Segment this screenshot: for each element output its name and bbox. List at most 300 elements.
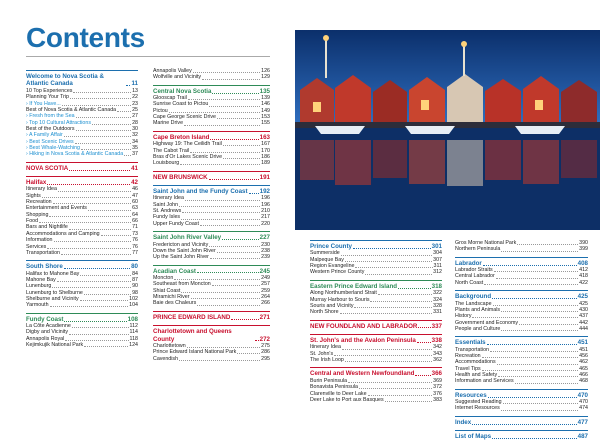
- toc-column-3: [310, 240, 442, 407]
- toc-section: [153, 171, 270, 181]
- section-heading[interactable]: [153, 85, 270, 95]
- section-heading[interactable]: [455, 416, 588, 426]
- entry-page-number: 210: [261, 208, 270, 215]
- entry-page-number: 63: [132, 205, 138, 212]
- entry-page-number: 418: [579, 273, 588, 280]
- entry-page-number: 153: [261, 114, 270, 121]
- toc-entry[interactable]: [455, 326, 588, 332]
- entry-title: Cape George Scenic Drive: [153, 114, 217, 121]
- entry-page-number: 390: [579, 240, 588, 246]
- entry-title: Bars and Nightlife: [26, 224, 68, 231]
- dot-leader: [209, 106, 260, 107]
- toc-column-2: [153, 68, 270, 366]
- dot-leader: [345, 361, 432, 362]
- entry-title: Fundy Isles: [153, 214, 181, 221]
- section-title: Central and Western Newfoundland: [310, 370, 415, 378]
- dot-leader: [341, 255, 432, 256]
- entry-title: Health and Safety: [455, 372, 498, 379]
- entry-page-number: 60: [132, 199, 138, 206]
- entry-title: Cavendish: [153, 355, 179, 362]
- water-reflection: [300, 140, 597, 186]
- dot-leader: [418, 327, 430, 328]
- entry-page-number: 462: [579, 359, 588, 366]
- toc-entry[interactable]: [455, 378, 588, 384]
- entry-title: History: [455, 313, 472, 320]
- toc-section: [455, 240, 588, 253]
- toc-column-4: [455, 240, 588, 445]
- toc-entry[interactable]: [153, 160, 270, 166]
- entry-title: Digby and Vicinity: [26, 329, 69, 336]
- entry-title: Down the Saint John River: [153, 247, 216, 254]
- entry-page-number: 46: [132, 186, 138, 193]
- entry-title: Burin Peninsula: [310, 377, 348, 384]
- entry-title: St. Andrews: [153, 208, 182, 215]
- dot-leader: [417, 342, 431, 343]
- section-heading[interactable]: [26, 176, 138, 186]
- dot-leader: [76, 130, 132, 131]
- dot-leader: [124, 155, 131, 156]
- dot-leader: [249, 193, 259, 194]
- dot-leader: [101, 235, 131, 236]
- entry-page-number: 425: [579, 300, 588, 307]
- entry-title: Best of Nova Scotia & Atlantic Canada: [26, 106, 117, 113]
- dot-leader: [209, 179, 259, 180]
- section-title: Prince County: [310, 243, 352, 250]
- entry-page-number: 466: [579, 372, 588, 379]
- section-page-number: 272: [259, 335, 270, 343]
- dot-leader: [88, 210, 131, 211]
- toc-section: [153, 131, 270, 167]
- harbour-scene-illustration: [295, 30, 600, 230]
- entry-page-number: 220: [261, 220, 270, 227]
- toc-entry[interactable]: [153, 120, 270, 126]
- entry-page-number: 474: [579, 405, 588, 412]
- dot-leader: [92, 124, 131, 125]
- dot-leader: [472, 424, 577, 425]
- dot-leader: [217, 118, 260, 119]
- toc-section: [310, 280, 442, 316]
- section-heading[interactable]: [455, 257, 588, 267]
- entry-page-number: 257: [261, 281, 270, 288]
- section-title: NOVA SCOTIA: [26, 164, 69, 172]
- entry-title: Sights: [26, 192, 41, 199]
- entry-title: › Fresh from the Sea: [26, 113, 75, 119]
- entry-title: Travel Tips: [455, 365, 481, 372]
- entry-page-number: 25: [132, 106, 138, 113]
- dot-leader: [212, 285, 260, 286]
- section-heading[interactable]: [455, 290, 588, 300]
- dot-leader: [501, 251, 578, 252]
- entry-title: La Côte Acadienne: [26, 323, 71, 330]
- entry-page-number: 196: [261, 201, 270, 208]
- section-heading[interactable]: [455, 389, 588, 399]
- section-page-number: 80: [131, 263, 138, 271]
- entry-title: Internet Resources: [455, 405, 500, 412]
- section-title: Background: [455, 293, 492, 301]
- entry-title: Itinerary Idea: [153, 195, 184, 202]
- dot-leader: [353, 248, 431, 249]
- section-page-number: 108: [127, 315, 138, 323]
- section-title: Labrador: [455, 259, 482, 267]
- dot-leader: [231, 319, 258, 320]
- entry-title: Best of the Outdoors: [26, 125, 75, 132]
- section-heading[interactable]: [153, 185, 270, 195]
- entry-title: Shopping: [26, 211, 49, 218]
- dot-leader: [355, 267, 432, 268]
- dot-leader: [255, 340, 259, 341]
- section-title: Resources: [455, 391, 487, 399]
- toc-section: [26, 260, 138, 308]
- entry-page-number: 451: [579, 346, 588, 353]
- section-heading[interactable]: [153, 325, 270, 343]
- entry-page-number: 37: [132, 151, 138, 158]
- section-title: South Shore: [26, 263, 63, 271]
- entry-page-number: 437: [579, 313, 588, 320]
- dot-leader: [503, 403, 579, 404]
- entry-page-number: 376: [433, 390, 442, 397]
- dot-leader: [52, 287, 131, 288]
- entry-title: Marine Drive: [153, 120, 184, 127]
- entry-title: Suggested Reading: [455, 399, 502, 406]
- entry-page-number: 286: [261, 349, 270, 356]
- entry-page-number: 322: [433, 290, 442, 297]
- entry-title: Transportation: [26, 249, 60, 256]
- entry-page-number: 259: [261, 287, 270, 294]
- toc-section: [153, 311, 270, 321]
- dot-leader: [493, 305, 579, 306]
- dot-leader: [39, 222, 131, 223]
- section-page-number: 425: [577, 293, 588, 301]
- dot-leader: [70, 98, 131, 99]
- entry-page-number: 342: [433, 344, 442, 351]
- dot-leader: [174, 279, 260, 280]
- dot-leader: [197, 272, 259, 273]
- entry-title: Plants and Animals: [455, 306, 501, 313]
- entry-title: Information and Services: [455, 378, 514, 385]
- dot-leader: [69, 170, 130, 171]
- entry-page-number: 47: [132, 192, 138, 199]
- dot-leader: [184, 125, 260, 126]
- entry-title: 10 Top Experiences: [26, 87, 73, 94]
- dot-leader: [200, 225, 260, 226]
- entry-page-number: 468: [579, 378, 588, 385]
- dot-leader: [472, 317, 578, 318]
- entry-page-number: 35: [132, 144, 138, 151]
- entry-title: Baie des Chaleurs: [153, 300, 197, 307]
- entry-title: Annapolis Royal: [26, 335, 65, 342]
- entry-title: Deer Lake to Port aux Basques: [310, 396, 384, 403]
- entry-title: Western Prince County: [310, 269, 365, 276]
- entry-title: Murray Harbour to Souris: [310, 296, 370, 303]
- dot-leader: [193, 72, 260, 73]
- dot-leader: [50, 306, 129, 307]
- toc-feature-entry[interactable]: [26, 151, 138, 157]
- toc-entry[interactable]: [310, 269, 442, 275]
- entry-page-number: 264: [261, 294, 270, 300]
- dot-leader: [488, 397, 577, 398]
- toc-section: [153, 185, 270, 227]
- dot-leader: [517, 244, 578, 245]
- dot-leader: [64, 136, 131, 137]
- entry-title: Central Labrador: [455, 273, 495, 280]
- dot-leader: [501, 330, 578, 331]
- section-heading[interactable]: [153, 311, 270, 321]
- entry-page-number: 324: [433, 296, 442, 303]
- section-heading[interactable]: [26, 162, 138, 172]
- dot-leader: [345, 261, 432, 262]
- section-title: St. John's and the Avalon Peninsula: [310, 336, 416, 344]
- toc-section: [310, 240, 442, 276]
- dot-leader: [187, 347, 260, 348]
- entry-page-number: 217: [261, 214, 270, 221]
- dot-leader: [54, 241, 132, 242]
- entry-title: Glooscap Trail: [153, 95, 187, 102]
- dot-leader: [490, 351, 578, 352]
- toc-section: [26, 70, 138, 158]
- section-title: Eastern Prince Edward Island: [310, 282, 397, 290]
- toc-section: [310, 367, 442, 403]
- dot-leader: [482, 357, 579, 358]
- section-title: Welcome to Nova Scotia & Atlantic Canada: [26, 73, 104, 88]
- dot-leader: [185, 200, 260, 201]
- entry-page-number: 73: [132, 230, 138, 237]
- entry-page-number: 275: [261, 342, 270, 349]
- entry-title: Food: [26, 218, 39, 225]
- dot-leader: [47, 184, 130, 185]
- entry-title: The Landscape: [455, 300, 492, 307]
- toc-section: [153, 85, 270, 127]
- entry-page-number: 343: [433, 350, 442, 357]
- dot-leader: [222, 239, 259, 240]
- dot-leader: [42, 197, 131, 198]
- entry-page-number: 66: [132, 218, 138, 225]
- entry-title: Recreation: [26, 199, 52, 206]
- entry-title: Transportation: [455, 346, 489, 353]
- dot-leader: [181, 292, 260, 293]
- toc-entry[interactable]: [310, 357, 442, 363]
- entry-page-number: 27: [132, 113, 138, 120]
- section-heading[interactable]: [310, 334, 442, 344]
- entry-title: Miramichi River: [153, 294, 190, 300]
- entry-title: The Cabot Trail: [153, 147, 190, 154]
- entry-page-number: 331: [433, 309, 442, 316]
- dot-leader: [498, 376, 578, 377]
- entry-page-number: 444: [579, 325, 588, 332]
- dot-leader: [61, 254, 131, 255]
- dot-leader: [209, 246, 260, 247]
- toc-entry[interactable]: [310, 397, 442, 403]
- dot-leader: [415, 375, 430, 376]
- toc-section: [455, 389, 588, 412]
- entry-page-number: 118: [129, 335, 138, 342]
- section-page-number: 470: [577, 391, 588, 399]
- toc-section: [310, 334, 442, 363]
- section-page-number: 408: [577, 259, 588, 267]
- section-page-number: 318: [431, 282, 442, 290]
- entry-page-number: 369: [433, 377, 442, 384]
- dot-leader: [62, 105, 131, 106]
- dot-leader: [487, 344, 577, 345]
- entry-title: Region Evangeline: [310, 263, 355, 270]
- entry-page-number: 87: [132, 276, 138, 283]
- section-heading[interactable]: [310, 367, 442, 377]
- cover-photo-fishing-shacks: [295, 30, 600, 230]
- entry-title: Itinerary Idea: [26, 186, 57, 193]
- section-page-number: 41: [131, 164, 138, 172]
- dot-leader: [181, 219, 260, 220]
- entry-page-number: 238: [261, 247, 270, 254]
- dot-leader: [117, 111, 131, 112]
- dot-leader: [365, 274, 432, 275]
- dot-leader: [84, 346, 128, 347]
- section-title: Saint John River Valley: [153, 234, 222, 242]
- dot-leader: [81, 149, 131, 150]
- entry-title: Sunrise Coast to Pictou: [153, 101, 209, 108]
- entry-title: Shelburne and Vicinity: [26, 295, 79, 302]
- section-heading[interactable]: [153, 265, 270, 275]
- shack-window: [535, 100, 543, 110]
- dot-leader: [494, 271, 578, 272]
- entry-page-number: 304: [433, 250, 442, 257]
- entry-title: Shiat Coast: [153, 287, 181, 294]
- page-title: Contents: [26, 22, 145, 53]
- entry-title: Souris and Vicinity: [310, 302, 354, 309]
- section-title: Index: [455, 418, 472, 426]
- entry-page-number: 422: [579, 279, 588, 286]
- toc-entry[interactable]: [153, 221, 270, 227]
- toc-entry[interactable]: [26, 302, 138, 308]
- toc-entry[interactable]: [153, 356, 270, 362]
- entry-title: Services: [26, 243, 47, 250]
- dot-leader: [57, 281, 131, 282]
- section-heading[interactable]: [455, 336, 588, 346]
- dot-leader: [180, 164, 260, 165]
- entry-title: Planning Your Trip: [26, 94, 69, 101]
- section-page-number: 192: [259, 188, 270, 195]
- section-heading[interactable]: [153, 231, 270, 241]
- dot-leader: [126, 85, 130, 86]
- dot-leader: [223, 145, 260, 146]
- toc-section: [153, 325, 270, 362]
- dot-leader: [49, 216, 131, 217]
- dot-leader: [179, 206, 260, 207]
- dot-leader: [197, 305, 260, 306]
- toc-section: [153, 68, 270, 81]
- entry-page-number: 90: [132, 283, 138, 290]
- entry-page-number: 22: [132, 94, 138, 101]
- section-title: Acadian Coast: [153, 267, 196, 275]
- dot-leader: [210, 139, 258, 140]
- toc-entry[interactable]: [153, 254, 270, 260]
- dot-leader: [354, 307, 432, 308]
- dot-leader: [72, 327, 129, 328]
- toc-entry[interactable]: [26, 250, 138, 256]
- entry-page-number: 23: [132, 100, 138, 107]
- entry-title: Bonavista Peninsula: [310, 384, 358, 391]
- entry-title: › Best Scenic Drives: [26, 139, 74, 145]
- entry-page-number: 399: [579, 246, 588, 253]
- entry-title: Government and Economy: [455, 319, 519, 326]
- section-title: Fundy Coast: [26, 315, 64, 323]
- toc-entry[interactable]: [455, 280, 588, 286]
- toc-entry[interactable]: [310, 309, 442, 315]
- dot-leader: [69, 229, 131, 230]
- entry-page-number: 13: [132, 87, 138, 94]
- toc-entry[interactable]: [153, 74, 270, 80]
- entry-page-number: 430: [579, 306, 588, 313]
- toc-section: [455, 336, 588, 384]
- toc-section: [455, 257, 588, 286]
- entry-page-number: 167: [261, 141, 270, 148]
- entry-title: Northern Peninsula: [455, 246, 501, 253]
- entry-page-number: 102: [129, 295, 138, 302]
- entry-page-number: 412: [579, 267, 588, 274]
- section-page-number: 477: [577, 418, 588, 426]
- shack-window: [313, 102, 321, 112]
- section-heading[interactable]: [310, 280, 442, 290]
- dot-leader: [80, 275, 131, 276]
- entry-title: Pictou: [153, 107, 168, 114]
- entry-title: Annapolis Valley: [153, 68, 192, 74]
- section-heading[interactable]: [153, 131, 270, 141]
- dot-leader: [212, 93, 258, 94]
- section-heading[interactable]: [310, 320, 442, 330]
- dot-leader: [223, 158, 260, 159]
- entry-title: Malpeque Bay: [310, 256, 344, 263]
- dot-leader: [69, 334, 129, 335]
- dot-leader: [501, 311, 578, 312]
- section-heading[interactable]: [26, 260, 138, 270]
- entry-page-number: 383: [433, 396, 442, 403]
- entry-page-number: 155: [261, 120, 270, 127]
- section-heading[interactable]: [26, 313, 138, 323]
- toc-entry[interactable]: [26, 342, 138, 348]
- entry-page-number: 146: [261, 101, 270, 108]
- toc-entry[interactable]: [455, 246, 588, 252]
- section-page-number: 245: [259, 267, 270, 275]
- dot-leader: [515, 383, 579, 384]
- entry-page-number: 76: [132, 237, 138, 244]
- toc-entry[interactable]: [153, 300, 270, 306]
- entry-page-number: 470: [579, 399, 588, 406]
- section-heading[interactable]: [153, 171, 270, 181]
- toc-section: [455, 290, 588, 332]
- section-title: PRINCE EDWARD ISLAND: [153, 313, 231, 321]
- section-heading[interactable]: [455, 430, 588, 440]
- section-page-number: 338: [431, 336, 442, 344]
- entry-page-number: 129: [261, 74, 270, 81]
- toc-section: [455, 430, 588, 440]
- dot-leader: [191, 298, 261, 299]
- dot-leader: [188, 99, 260, 100]
- entry-page-number: 328: [433, 302, 442, 309]
- section-page-number: 135: [259, 87, 270, 95]
- entry-title: Charlottetown: [153, 342, 186, 349]
- section-heading[interactable]: [26, 70, 138, 88]
- entry-page-number: 28: [132, 119, 138, 126]
- dot-leader: [47, 248, 131, 249]
- dot-leader: [237, 353, 260, 354]
- dot-leader: [169, 112, 260, 113]
- entry-title: Accommodations: [455, 359, 496, 366]
- dot-leader: [210, 258, 260, 259]
- entry-page-number: 104: [129, 302, 138, 309]
- entry-page-number: 71: [132, 224, 138, 231]
- entry-title: Southeast from Moncton: [153, 281, 211, 288]
- entry-title: Kejimkujik National Park: [26, 342, 84, 349]
- dot-leader: [64, 321, 126, 322]
- section-heading[interactable]: [310, 240, 442, 250]
